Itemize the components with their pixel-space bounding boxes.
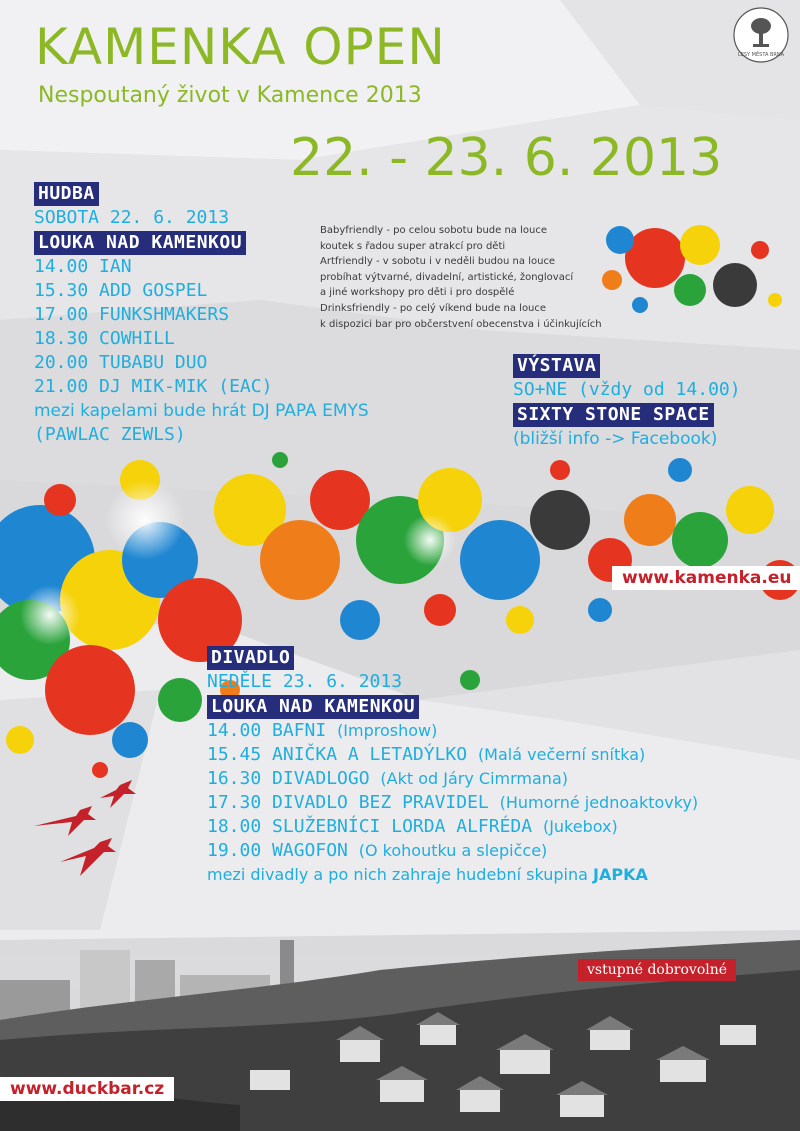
info-line: Drinksfriendly - po celý víkend bude na louce <box>320 302 547 314</box>
theatre-item-title: 18.00 SLUŽEBNÍCI LORDA ALFRÉDA <box>207 816 533 837</box>
info-line: a jiné workshopy pro děti i pro dospělé <box>320 287 515 299</box>
music-item: 20.00 TUBABU DUO <box>34 352 208 373</box>
theatre-item-desc: (Jukebox) <box>542 817 618 836</box>
info-line: Babyfriendly - po celou sobotu bude na louce <box>320 225 547 236</box>
info-note <box>320 223 602 332</box>
exhibition-more: (bližší info -> Facebook) <box>513 429 718 449</box>
theatre-heading: DIVADLO <box>207 646 294 670</box>
forest-logo <box>732 6 790 64</box>
exhibition-when: SO+NE (vždy od 14.00) <box>513 379 741 400</box>
exhibition-venue: SIXTY STONE SPACE <box>513 403 714 427</box>
exhibition-block <box>513 353 741 451</box>
kamenka-link[interactable]: www.kamenka.eu <box>612 566 800 590</box>
theatre-item-desc: (Improshow) <box>337 721 438 740</box>
music-item: 18.30 COWHILL <box>34 328 175 349</box>
theatre-closing <box>207 863 698 887</box>
theatre-item-desc: (Malá večerní snítka) <box>477 745 646 764</box>
event-dates: 22. - 23. 6. 2013 <box>290 128 723 188</box>
music-day: SOBOTA 22. 6. 2013 <box>34 207 230 228</box>
theatre-item-desc: (Humorné jednoaktovky) <box>499 793 699 812</box>
entry-badge: vstupné dobrovolné <box>578 959 736 981</box>
theatre-venue: LOUKA NAD KAMENKOU <box>207 695 419 719</box>
theatre-item <box>207 767 698 791</box>
theatre-item <box>207 791 698 815</box>
theatre-program <box>207 645 698 887</box>
info-line: koutek s řadou super atrakcí pro děti <box>320 240 506 252</box>
music-note <box>34 399 369 423</box>
music-note-sub: (PAWLAC ZEWLS) <box>34 424 186 445</box>
theatre-item <box>207 815 698 839</box>
theatre-item <box>207 743 698 767</box>
theatre-item <box>207 839 698 863</box>
theatre-item <box>207 719 698 743</box>
music-item: 17.00 FUNKSHMAKERS <box>34 304 230 325</box>
music-heading: HUDBA <box>34 182 99 206</box>
flying-birds <box>20 780 140 890</box>
page-title: KAMENKA OPEN <box>35 18 446 76</box>
music-item: 14.00 IAN <box>34 256 132 277</box>
music-item: 15.30 ADD GOSPEL <box>34 280 208 301</box>
music-note-text: mezi kapelami bude hrát DJ PAPA EMYS <box>34 401 369 421</box>
theatre-closing-text: mezi divadly a po nich zahraje hudební skupina <box>207 865 588 884</box>
theatre-item-title: 17.30 DIVADLO BEZ PRAVIDEL <box>207 792 489 813</box>
theatre-item-title: 19.00 WAGOFON <box>207 840 348 861</box>
theatre-item-desc: (Akt od Járy Cimrmana) <box>380 769 568 788</box>
info-line: probíhat výtvarné, divadelní, artistické, žonglovací <box>320 271 574 283</box>
page-subtitle: Nespoutaný život v Kamence 2013 <box>38 83 422 108</box>
theatre-item-title: 15.45 ANIČKA A LETADÝLKO <box>207 744 468 765</box>
logo-text: LESY MĚSTA BRNA <box>737 52 785 58</box>
theatre-day: NEDĚLE 23. 6. 2013 <box>207 671 403 692</box>
music-venue: LOUKA NAD KAMENKOU <box>34 231 246 255</box>
info-line: Artfriendly - v sobotu i v neděli budou na louce <box>320 256 556 268</box>
theatre-closing-band: JAPKA <box>593 865 648 884</box>
theatre-item-title: 14.00 BAFNI <box>207 720 327 741</box>
music-item: 21.00 DJ MIK-MIK (EAC) <box>34 376 273 397</box>
theatre-item-title: 16.30 DIVADLOGO <box>207 768 370 789</box>
duckbar-link[interactable]: www.duckbar.cz <box>0 1077 174 1101</box>
exhibition-heading: VÝSTAVA <box>513 354 600 378</box>
theatre-item-desc: (O kohoutku a slepičce) <box>358 841 548 860</box>
music-program <box>34 181 369 447</box>
info-line: k dispozici bar pro občerstvení obecenstva i účinkujících <box>320 318 602 330</box>
